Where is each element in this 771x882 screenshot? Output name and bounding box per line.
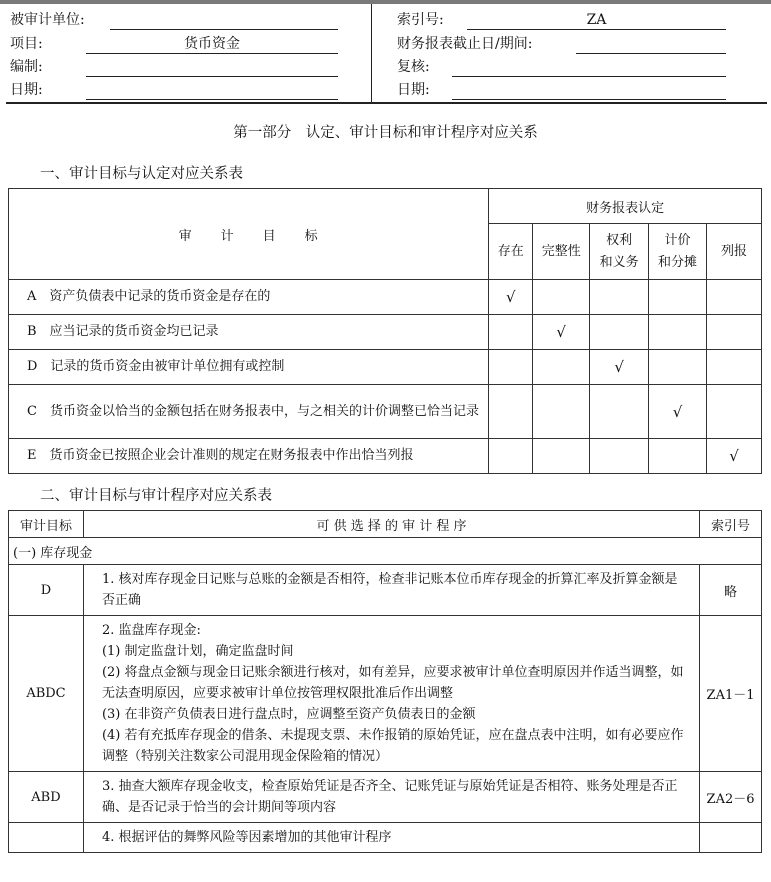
assertion-cell	[533, 385, 590, 439]
objective-text: B 应当记录的货币资金均已记录	[9, 315, 489, 350]
review-field	[452, 59, 726, 77]
procedure-line: (2) 将盘点金额与现金日记账余额进行核对，如有差异，应要求被审计单位查明原因并作适当调整，如无法查明原因，应要求被审计单位按管理权限批准后作出调整	[101, 665, 684, 701]
procedure-row	[9, 772, 762, 823]
assertion-header: 财务报表认定	[489, 189, 762, 224]
assertion-cell	[649, 439, 707, 474]
assertion-cell	[649, 315, 707, 350]
col-objective: 审计目标	[9, 511, 84, 538]
assertion-label: 列报	[721, 243, 748, 259]
assertion-cell	[533, 280, 590, 315]
objective-text: A 资产负债表中记录的货币资金是存在的	[9, 280, 489, 315]
assertion-col-3	[649, 224, 707, 280]
assertion-cell	[707, 315, 762, 350]
procedure-text	[83, 616, 699, 772]
procedure-line: (3) 在非资产负债表日进行盘点时，应调整至资产负债表日的金额	[101, 707, 476, 722]
check-mark: √	[590, 350, 649, 385]
assertion-cell	[489, 350, 533, 385]
check-mark: √	[489, 280, 533, 315]
procedure-objective: ABDC	[9, 616, 84, 772]
assertion-label: 和义务	[599, 254, 639, 270]
objective-row	[9, 439, 762, 474]
section2-heading: 二、审计目标与审计程序对应关系表	[40, 488, 272, 504]
assertion-cell	[533, 350, 590, 385]
procedure-line: 3. 抽查大额库存现金收支，检查原始凭证是否齐全、记账凭证与原始凭证是否相符、账务处理是否正确、是否记录于恰当的会计期间等项内容	[101, 779, 678, 815]
date2-field	[452, 82, 726, 100]
procedure-objective: ABD	[9, 772, 84, 823]
assertion-col-2	[590, 224, 649, 280]
assertion-cell	[590, 280, 649, 315]
entity-label: 被审计单位:	[10, 12, 85, 28]
part-title: 第一部分 认定、审计目标和审计程序对应关系	[233, 125, 538, 141]
assertion-label: 权利	[606, 232, 633, 248]
period-label: 财务报表截止日/期间:	[397, 36, 533, 52]
assertion-col-1	[533, 224, 590, 280]
procedure-row	[9, 823, 762, 853]
date-label: 日期:	[10, 82, 43, 98]
item-field: 货币资金	[86, 36, 338, 54]
assertion-cell	[707, 350, 762, 385]
group-cash: (一) 库存现金	[9, 538, 762, 565]
objective-row	[9, 280, 762, 315]
procedure-row	[9, 616, 762, 772]
objective-row	[9, 350, 762, 385]
assertion-cell	[590, 315, 649, 350]
header-divider	[371, 4, 372, 102]
assertion-cell	[649, 350, 707, 385]
procedure-line: (4) 若有充抵库存现金的借条、未提现支票、未作报销的原始凭证，应在盘点表中注明，如有必要应作调整（特别关注数家公司混用现金保险箱的情况）	[101, 728, 684, 764]
assertion-label: 完整性	[541, 243, 581, 259]
objective-row	[9, 385, 762, 439]
section1-heading: 一、审计目标与认定对应关系表	[40, 166, 243, 182]
objective-text: D 记录的货币资金由被审计单位拥有或控制	[9, 350, 489, 385]
procedure-line: 1. 核对库存现金日记账与总账的金额是否相符，检查非记账本位币库存现金的折算汇率及折算金额是否正确	[101, 572, 678, 608]
assertion-label: 存在	[497, 243, 524, 259]
assertion-label: 计价	[664, 232, 691, 248]
item-label: 项目:	[10, 36, 43, 52]
procedure-text	[83, 565, 699, 616]
assertion-cell	[489, 385, 533, 439]
assertion-cell	[590, 385, 649, 439]
date-field	[86, 82, 338, 100]
entity-field	[110, 12, 338, 30]
index-label: 索引号:	[397, 12, 444, 28]
assertion-col-0	[489, 224, 533, 280]
procedure-text	[83, 823, 699, 853]
assertion-cell	[707, 385, 762, 439]
procedure-row	[9, 565, 762, 616]
procedure-line: 4. 根据评估的舞弊风险等因素增加的其他审计程序	[101, 830, 392, 845]
assertion-cell	[533, 439, 590, 474]
procedure-objective: D	[9, 565, 84, 616]
col-index: 索引号	[700, 511, 762, 538]
objective-text: C 货币资金以恰当的金额包括在财务报表中，与之相关的计价调整已恰当记录	[9, 385, 489, 439]
objective-row	[9, 315, 762, 350]
assertion-cell	[489, 315, 533, 350]
date2-label: 日期:	[397, 82, 430, 98]
index-field: ZA	[467, 12, 726, 30]
procedure-index: ZA1－1	[700, 616, 762, 772]
assertion-table	[8, 188, 762, 474]
check-mark: √	[533, 315, 590, 350]
period-field	[576, 36, 726, 54]
procedure-text	[83, 772, 699, 823]
objective-text: E 货币资金已按照企业会计准则的规定在财务报表中作出恰当列报	[9, 439, 489, 474]
prepared-label: 编制:	[10, 59, 43, 75]
assertion-label: 和分摊	[658, 254, 698, 270]
check-mark: √	[707, 439, 762, 474]
review-label: 复核:	[397, 59, 430, 75]
procedure-index: 略	[700, 565, 762, 616]
assertion-col-4	[707, 224, 762, 280]
procedure-objective	[9, 823, 84, 853]
workpaper-header	[6, 4, 767, 104]
procedure-line: (1) 制定监盘计划，确定监盘时间	[101, 644, 294, 659]
prepared-field	[86, 59, 338, 77]
check-mark: √	[649, 385, 707, 439]
procedure-index	[700, 823, 762, 853]
assertion-cell	[649, 280, 707, 315]
objective-header: 审 计 目 标	[9, 189, 489, 280]
procedure-line: 2. 监盘库存现金:	[101, 623, 201, 638]
col-procedure: 可 供 选 择 的 审 计 程 序	[83, 511, 699, 538]
assertion-cell	[590, 439, 649, 474]
assertion-cell	[707, 280, 762, 315]
procedure-index: ZA2－6	[700, 772, 762, 823]
procedure-table	[8, 510, 762, 853]
assertion-cell	[489, 439, 533, 474]
